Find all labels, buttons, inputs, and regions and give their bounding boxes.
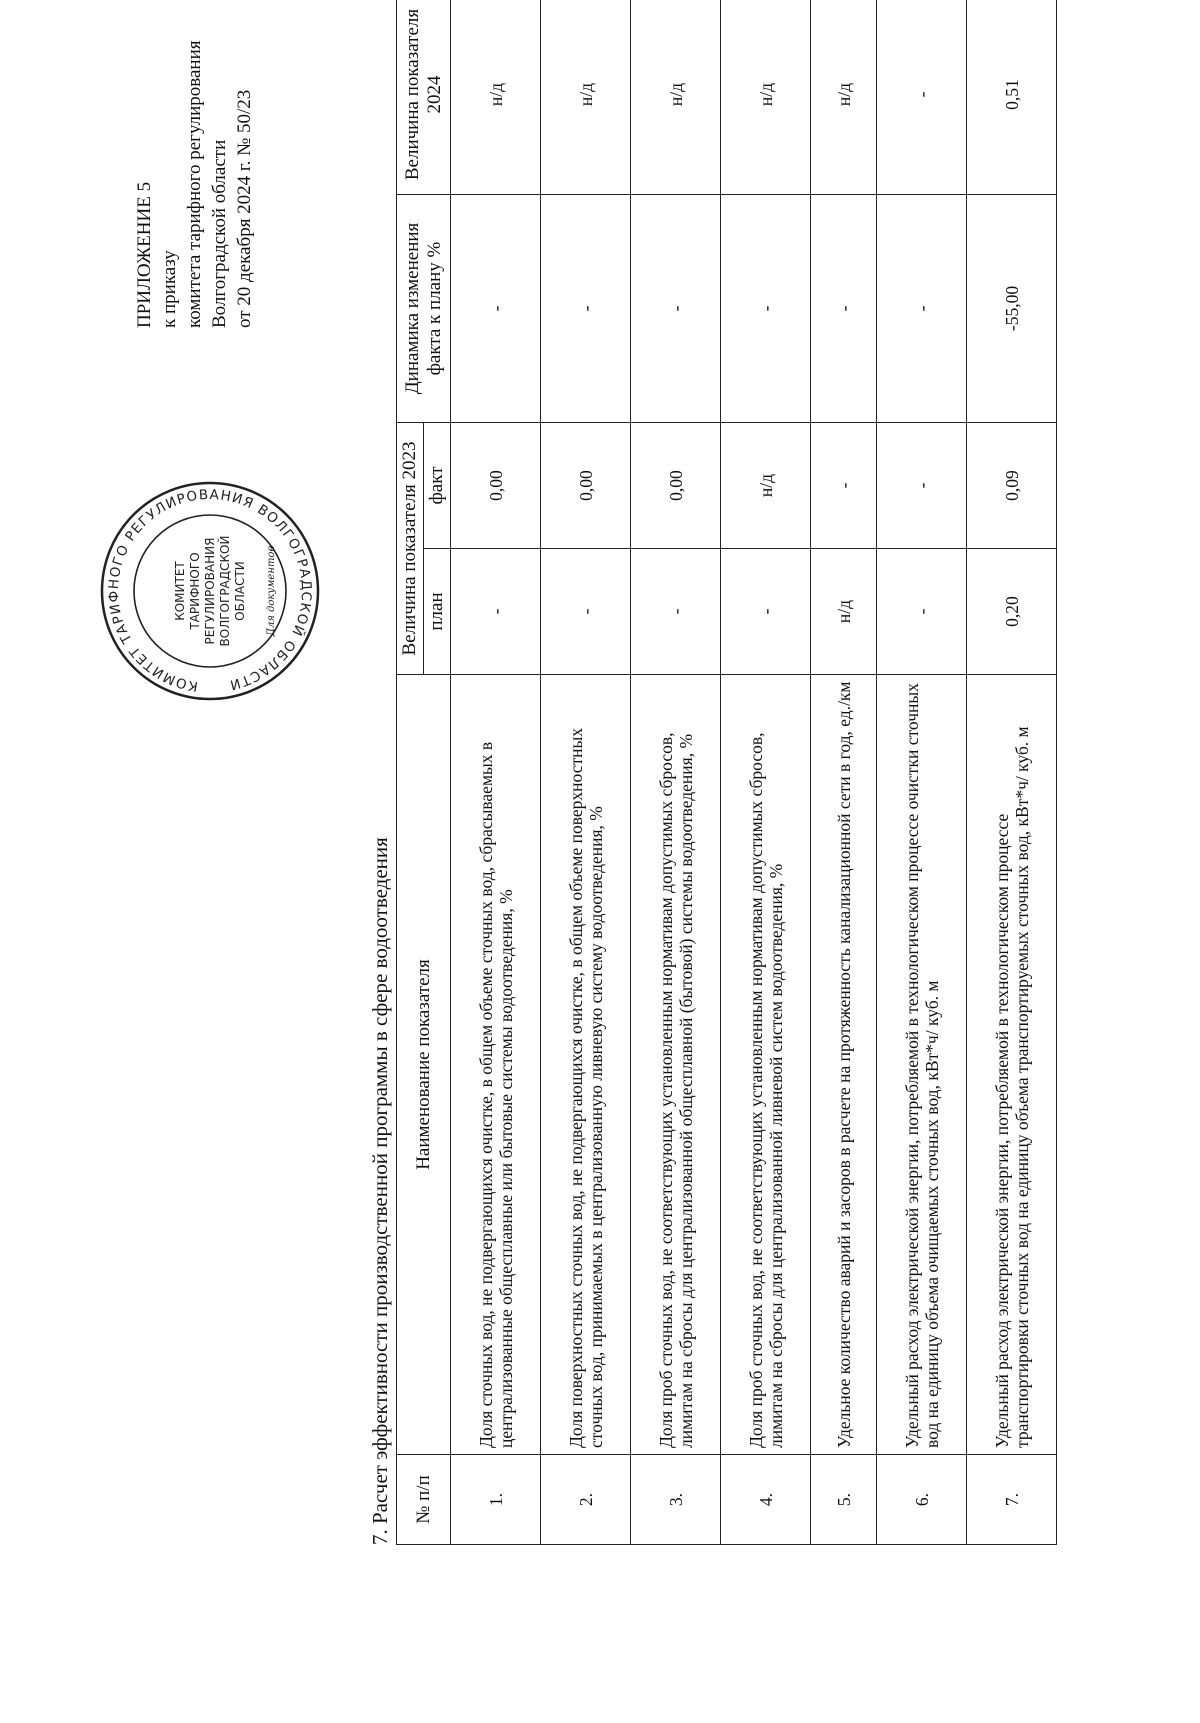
seal-center-line: ВОЛГОГРАДСКОЙ xyxy=(218,535,232,647)
table-row xyxy=(541,0,631,1545)
row-num: 7. xyxy=(967,1455,1057,1545)
seal-ring-text: КОМИТЕТ ТАРИФНОГО РЕГУЛИРОВАНИЯ ВОЛГОГРАДСКОЙ ОБЛАСТИ xyxy=(105,486,315,695)
table-row xyxy=(967,0,1057,1545)
header-name: Наименование показателя xyxy=(397,675,451,1455)
row-value-2024: - xyxy=(877,0,967,195)
seal-center-line: ТАРИФНОГО xyxy=(188,552,202,630)
section-title: 7. Расчет эффективности производственной программы в сфере водоотведения xyxy=(368,837,392,1545)
appendix-region: Волгоградской области xyxy=(209,139,230,328)
row-name: Доля сточных вод, не подвергающихся очистке, в общем объеме сточных вод, сбрасываемых в централизованные общесплавные или бытовые системы водоотведения, % xyxy=(451,675,541,1455)
row-value-2024: н/д xyxy=(721,0,811,195)
seal-center-line: ОБЛАСТИ xyxy=(233,561,247,621)
row-dynamics: - xyxy=(541,195,631,423)
row-plan: - xyxy=(721,549,811,675)
row-dynamics: - xyxy=(877,195,967,423)
row-plan: - xyxy=(451,549,541,675)
seal-center-line: КОМИТЕТ xyxy=(173,561,187,621)
row-name: Доля проб сточных вод, не соответствующих установленным нормативам допустимых сбросов, лимитам на сбросы для централизованной общесплавной (бытовой) системы водоотведения, % xyxy=(631,675,721,1455)
row-name: Удельный расход электрической энергии, потребляемой в технологическом процессе транспортировки сточных вод на единицу объема транспортируемых сточных вод, кВт*ч/ куб. м xyxy=(967,675,1057,1455)
header-value-2024: Величина показателя 2024 xyxy=(397,0,451,195)
efficiency-table-wrapper xyxy=(396,0,1057,1545)
row-num: 4. xyxy=(721,1455,811,1545)
table-header-row xyxy=(397,0,424,1545)
row-plan: - xyxy=(631,549,721,675)
row-plan: - xyxy=(877,549,967,675)
row-dynamics: - xyxy=(811,195,877,423)
table-row xyxy=(631,0,721,1545)
table-row xyxy=(451,0,541,1545)
row-value-2024: 0,51 xyxy=(967,0,1057,195)
row-num: 3. xyxy=(631,1455,721,1545)
row-value-2024: н/д xyxy=(541,0,631,195)
row-value-2024: н/д xyxy=(451,0,541,195)
header-plan: план xyxy=(424,549,451,675)
efficiency-table xyxy=(396,0,1057,1545)
row-dynamics: -55,00 xyxy=(967,195,1057,423)
row-dynamics: - xyxy=(631,195,721,423)
table-row xyxy=(877,0,967,1545)
header-dynamics: Динамика изменения факта к плану % xyxy=(397,195,451,423)
row-fact: - xyxy=(877,423,967,549)
row-value-2024: н/д xyxy=(631,0,721,195)
row-plan: - xyxy=(541,549,631,675)
row-name: Доля проб сточных вод, не соответствующих установленным нормативам допустимых сбросов, лимитам на сбросы для централизованной ливневой систем водоотведения, % xyxy=(721,675,811,1455)
table-row xyxy=(811,0,877,1545)
row-dynamics: - xyxy=(451,195,541,423)
appendix-date-number: от 20 декабря 2024 г. № 50/23 xyxy=(234,89,255,328)
row-plan: 0,20 xyxy=(967,549,1057,675)
seal-center-line: РЕГУЛИРОВАНИЯ xyxy=(203,537,217,645)
row-name: Удельный расход электрической энергии, потребляемой в технологическом процессе очистки сточных вод на единицу объема очищаемых сточных вод, кВт*ч/ куб. м xyxy=(877,675,967,1455)
row-dynamics: - xyxy=(721,195,811,423)
appendix-committee: комитета тарифного регулирования xyxy=(184,40,205,328)
row-name: Доля поверхностных сточных вод, не подвергающихся очистке, в общем объеме поверхностных сточных вод, принимаемых в централизованную ливневую систему водоотведения, % xyxy=(541,675,631,1455)
row-num: 6. xyxy=(877,1455,967,1545)
row-fact: - xyxy=(811,423,877,549)
row-plan: н/д xyxy=(811,549,877,675)
row-fact: 0,00 xyxy=(451,423,541,549)
row-fact: н/д xyxy=(721,423,811,549)
row-num: 5. xyxy=(811,1455,877,1545)
row-fact: 0,00 xyxy=(541,423,631,549)
appendix-order-ref: к приказу xyxy=(159,250,180,328)
row-num: 2. xyxy=(541,1455,631,1545)
appendix-title: ПРИЛОЖЕНИЕ 5 xyxy=(134,181,155,328)
row-fact: 0,09 xyxy=(967,423,1057,549)
row-fact: 0,00 xyxy=(631,423,721,549)
row-num: 1. xyxy=(451,1455,541,1545)
table-row xyxy=(721,0,811,1545)
svg-text:Для документов: Для документов xyxy=(266,545,277,637)
header-num: № п/п xyxy=(397,1455,451,1545)
row-name: Удельное количество аварий и засоров в расчете на протяженность канализационной сети в год, ед./км xyxy=(811,675,877,1455)
official-seal-icon xyxy=(98,479,322,703)
row-value-2024: н/д xyxy=(811,0,877,195)
header-value-2023: Величина показателя 2023 xyxy=(397,423,424,675)
appendix-header xyxy=(132,0,257,328)
header-fact: факт xyxy=(424,423,451,549)
